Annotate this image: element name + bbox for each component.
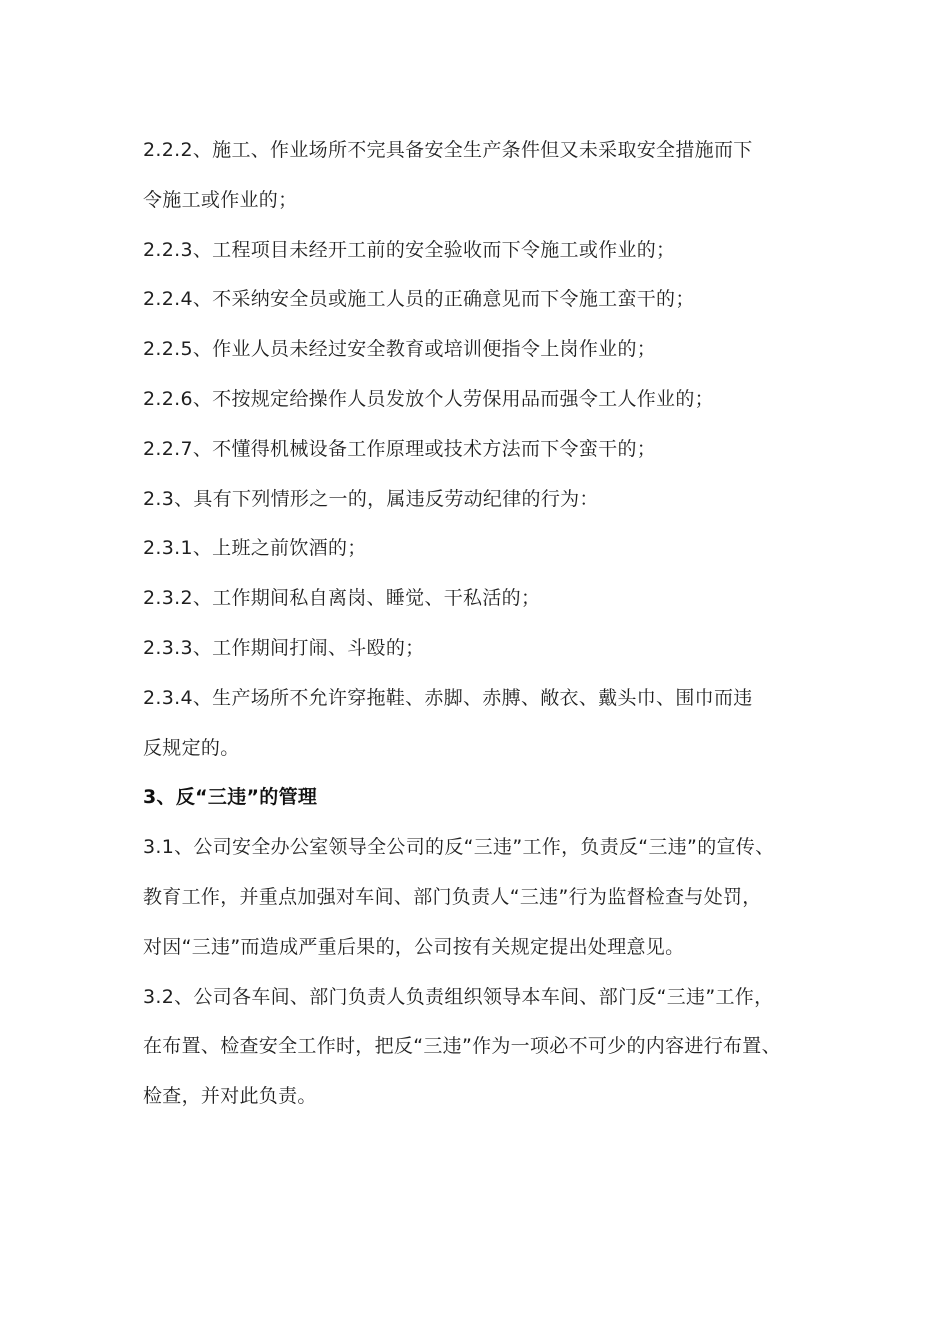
text-line-2-2-2-cont: 令施工或作业的； [143,188,298,211]
text-line-3-2-cont-2: 检查，并对此负责。 [143,1085,317,1108]
text-line-2-2-6: 2.2.6、不按规定给操作人员发放个人劳保用品而强令工人作业的； [143,387,714,410]
text-line-3-2: 3.2、公司各车间、部门负责人负责组织领导本车间、部门反“三违”工作， [143,985,774,1008]
text-line-2-2-3: 2.2.3、工程项目未经开工前的安全验收而下令施工或作业的； [143,238,676,261]
text-line-2-2-5: 2.2.5、作业人员未经过安全教育或培训便指令上岗作业的； [143,338,657,361]
text-line-2-2-4: 2.2.4、不采纳安全员或施工人员的正确意见而下令施工蛮干的； [143,288,695,311]
text-line-2-3-4: 2.3.4、生产场所不允许穿拖鞋、赤脚、赤膊、敞衣、戴头巾、围巾而违 [143,686,753,709]
document-body [143,126,833,1122]
text-line-2-3: 2.3、具有下列情形之一的，属违反劳动纪律的行为： [143,487,599,510]
text-line-3-2-cont-1: 在布置、检查安全工作时，把反“三违”作为一项必不可少的内容进行布置、 [143,1035,781,1058]
section-heading-3: 3、反“三违”的管理 [143,786,318,809]
text-line-3-1-cont-1: 教育工作，并重点加强对车间、部门负责人“三违”行为监督检查与处罚， [143,885,762,908]
text-line-3-1-cont-2: 对因“三违”而造成严重后果的，公司按有关规定提出处理意见。 [143,935,685,958]
text-line-3-1: 3.1、公司安全办公室领导全公司的反“三违”工作，负责反“三违”的宣传、 [143,836,775,859]
text-line-2-3-4-cont: 反规定的。 [143,736,240,759]
text-line-2-2-7: 2.2.7、不懂得机械设备工作原理或技术方法而下令蛮干的； [143,437,657,460]
text-line-2-3-2: 2.3.2、工作期间私自离岗、睡觉、干私活的； [143,587,541,610]
text-line-2-3-3: 2.3.3、工作期间打闹、斗殴的； [143,636,425,659]
text-line-2-2-2: 2.2.2、施工、作业场所不完具备安全生产条件但又未采取安全措施而下 [143,139,753,161]
text-line-2-3-1: 2.3.1、上班之前饮酒的； [143,537,367,560]
